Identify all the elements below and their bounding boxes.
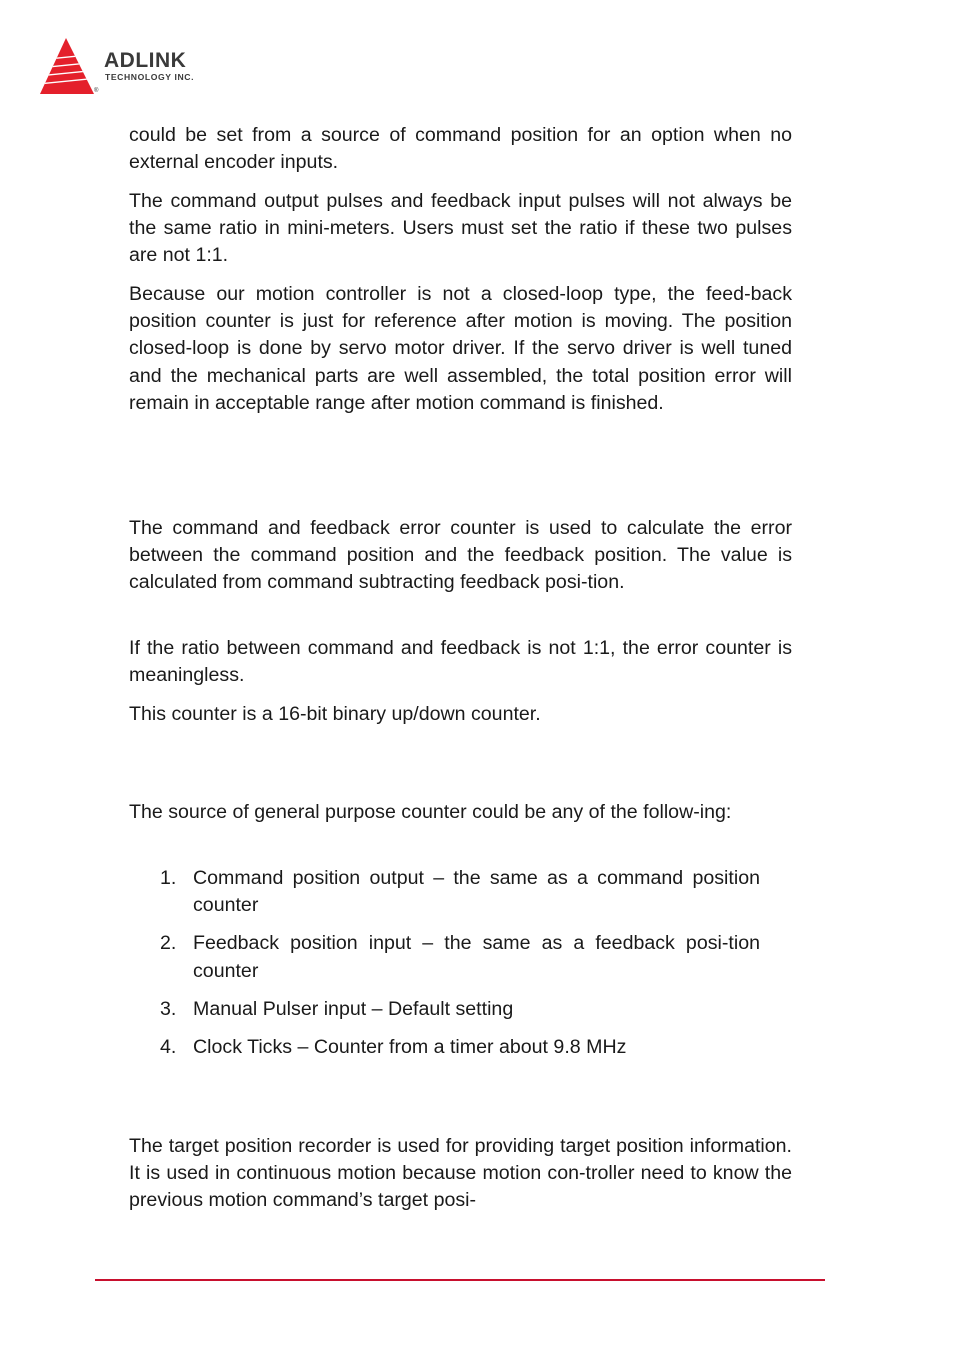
paragraph-7-block bbox=[129, 799, 792, 826]
list-item bbox=[160, 865, 760, 919]
adlink-logo bbox=[38, 36, 238, 100]
paragraph-3-block bbox=[129, 281, 792, 417]
list-item-number: 1. bbox=[160, 867, 177, 889]
paragraph-8-block bbox=[129, 1133, 792, 1215]
list-item-text: Manual Pulser input – Default setting bbox=[193, 997, 514, 1020]
paragraph: If the ratio between command and feedback is not 1:1, the error counter is meaningless. bbox=[129, 637, 792, 687]
list-item-number: 2. bbox=[160, 932, 177, 955]
registered-mark: ® bbox=[94, 88, 99, 94]
paragraph: The target position recorder is used for providing target position information. It is used in continuous motion because motion con-troller need to know the previous motion command’s target posi- bbox=[129, 1135, 792, 1212]
list-item bbox=[160, 930, 760, 984]
source-list bbox=[160, 865, 760, 1061]
list-item bbox=[160, 996, 760, 1023]
paragraph-1-block bbox=[129, 122, 792, 176]
paragraph-4-block bbox=[129, 515, 792, 597]
list-item-text: Feedback position input – the same as a feedback posi-tion counter bbox=[193, 932, 760, 982]
paragraph: The source of general purpose counter could be any of the follow-ing: bbox=[129, 801, 732, 823]
footer-rule bbox=[95, 1279, 825, 1281]
paragraph: This counter is a 16-bit binary up/down counter. bbox=[129, 703, 541, 725]
paragraph-2-block bbox=[129, 188, 792, 270]
triangle-logo-icon bbox=[38, 36, 98, 98]
paragraph: The command and feedback error counter is used to calculate the error between the command position and the feedback position. The value is calculated from command subtracting feedback posi-tion. bbox=[129, 517, 792, 594]
paragraph: Because our motion controller is not a closed-loop type, the feed-back position counter is just for reference after motion is moving. The position closed-loop is done by servo motor driver. If the servo driver is well tuned and the mechanical parts are well assembled, the total position error will remain in acceptable range after motion command is finished. bbox=[129, 283, 792, 414]
list-item-text: Clock Ticks – Counter from a timer about 9.8 MHz bbox=[193, 1036, 627, 1059]
paragraph-6-block bbox=[129, 701, 792, 728]
list-item-number: 4. bbox=[160, 1036, 177, 1059]
paragraph-5-block bbox=[129, 635, 792, 689]
brand-subtitle: TECHNOLOGY INC. bbox=[105, 72, 195, 82]
list-item bbox=[160, 1034, 760, 1061]
brand-name: ADLINK bbox=[104, 49, 187, 72]
list-item-number: 3. bbox=[160, 997, 177, 1020]
paragraph: could be set from a source of command position for an option when no external encoder inputs. bbox=[129, 124, 792, 174]
paragraph: The command output pulses and feedback input pulses will not always be the same ratio in mini-meters. Users must set the ratio if these two pulses are not 1:1. bbox=[129, 190, 792, 267]
list-item-text: Command position output – the same as a command position counter bbox=[193, 867, 760, 917]
